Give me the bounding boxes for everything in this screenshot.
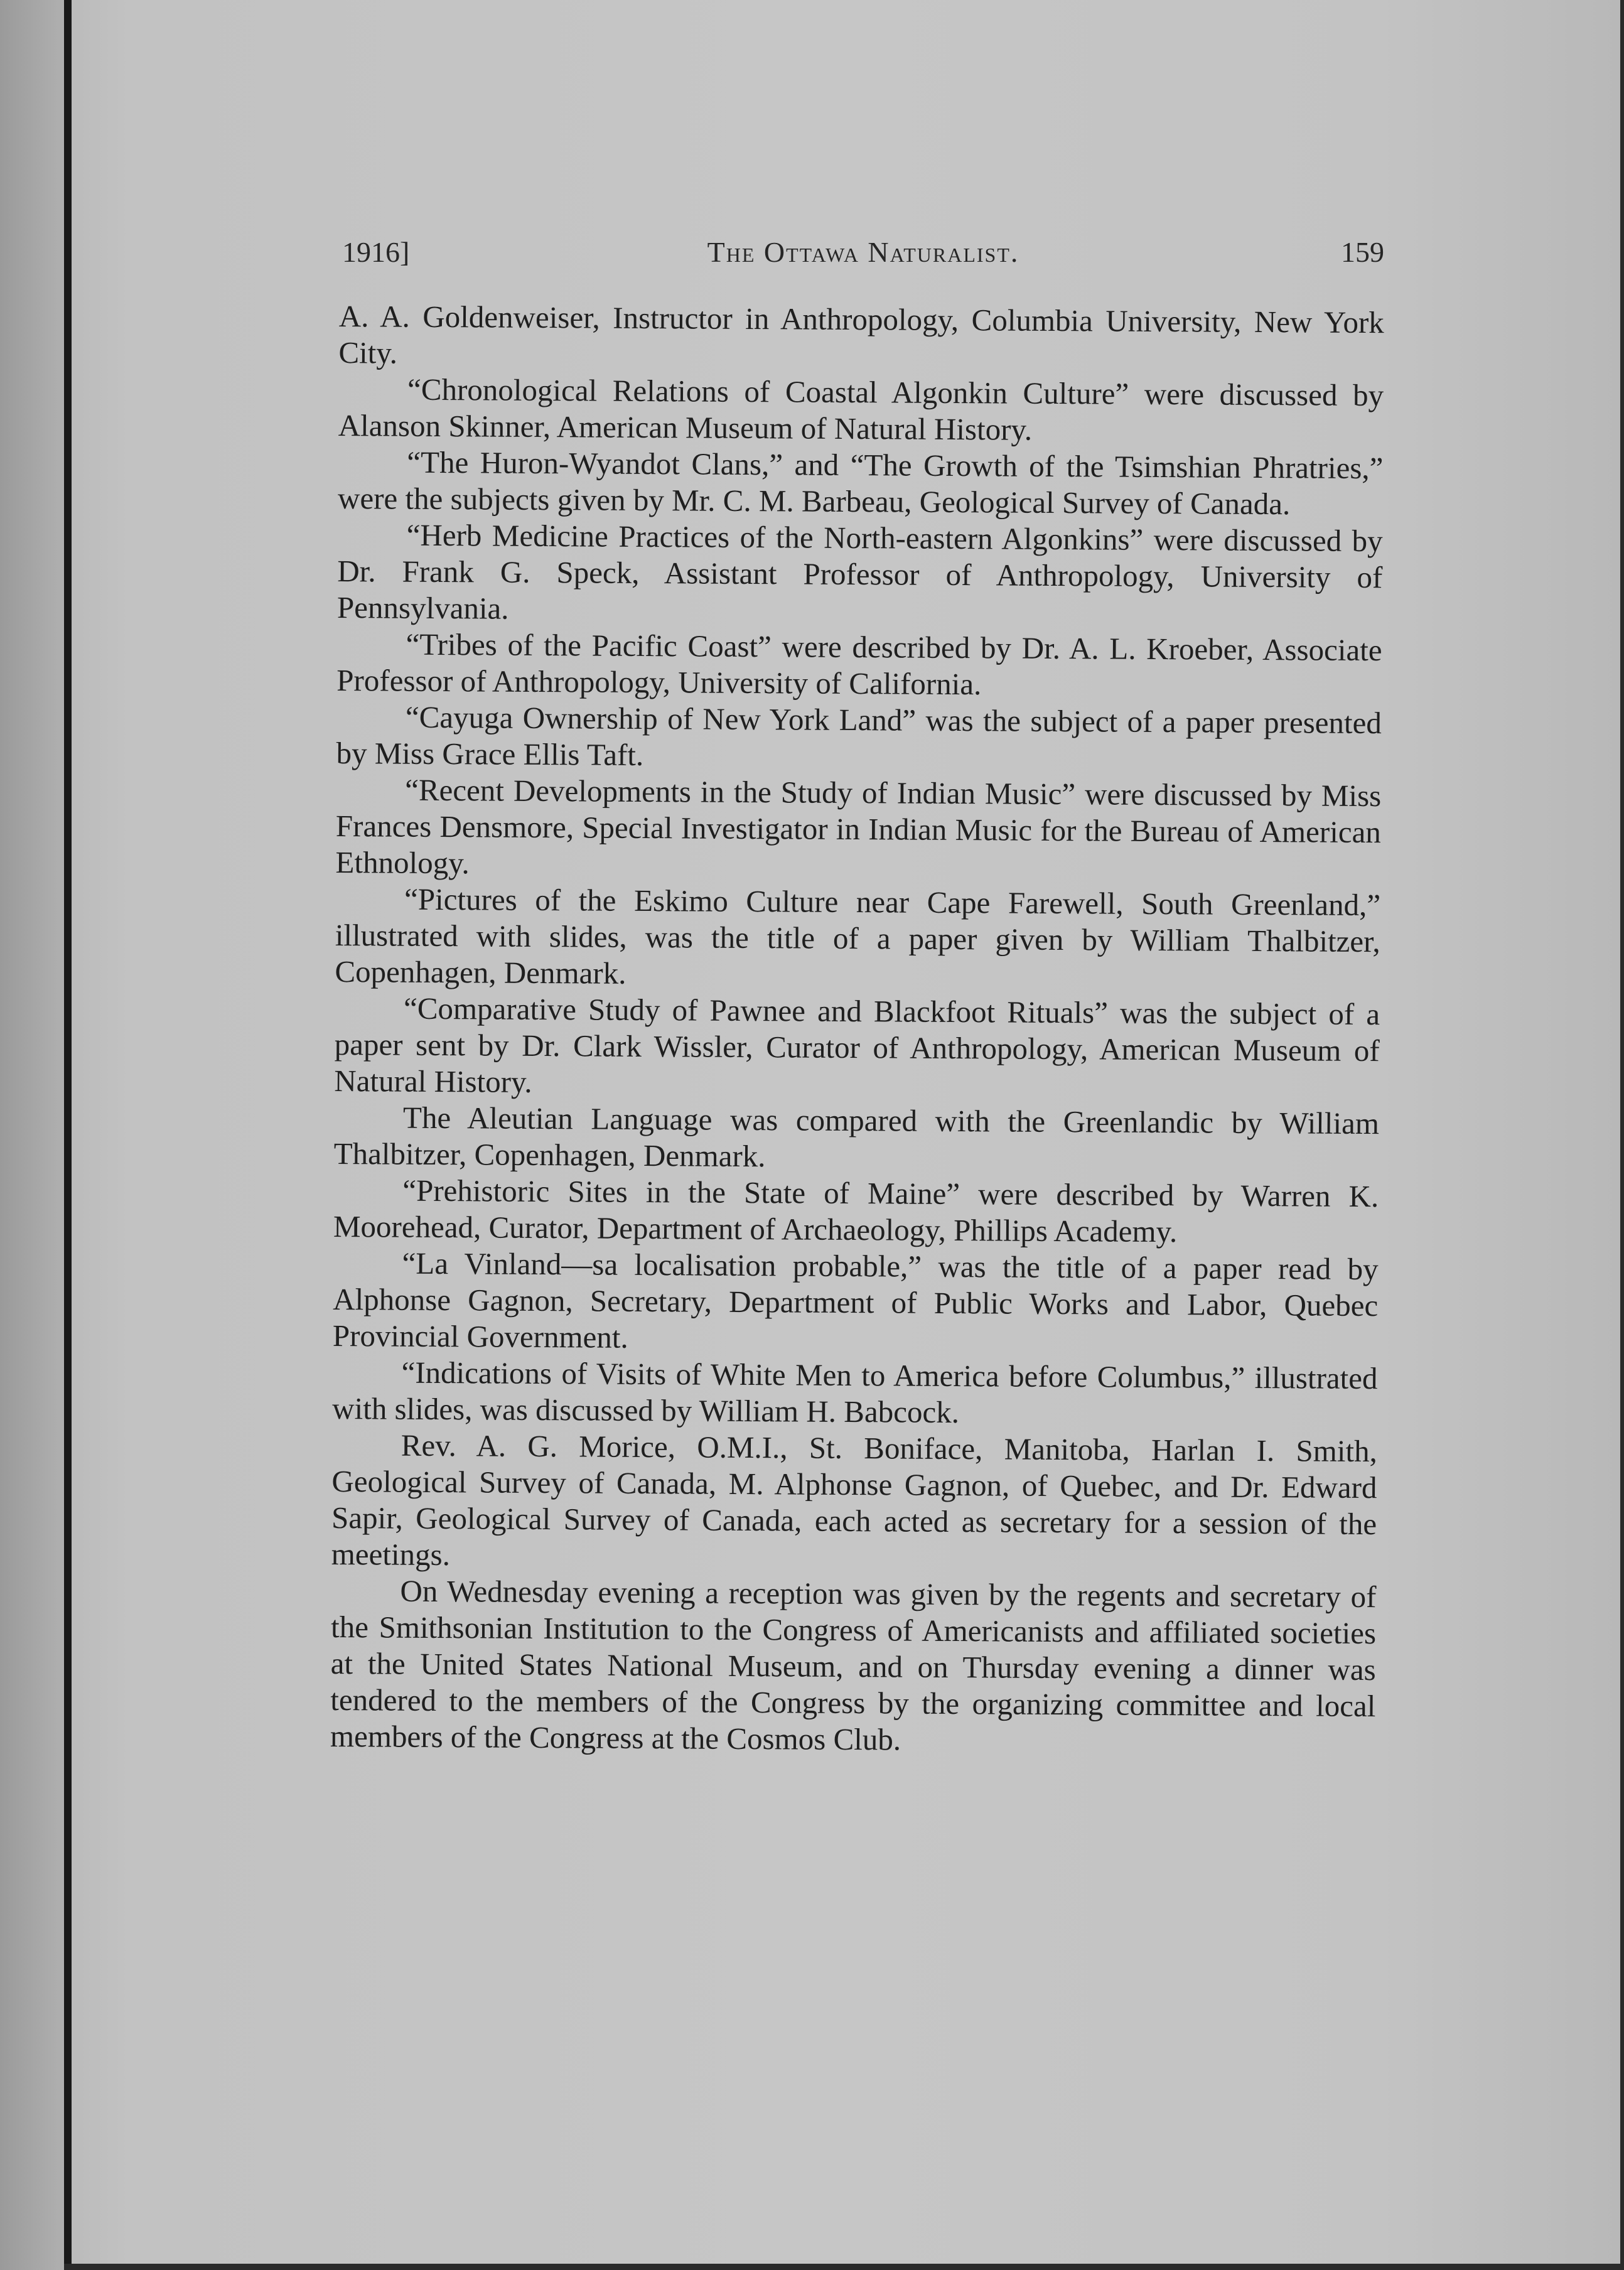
paragraph-babcock: “Indications of Visits of White Men to America before Columbus,” illustrated with slides, was discussed by William H. Babcock. — [332, 1355, 1378, 1430]
paragraph-skinner: “Chronological Relations of Coastal Algonkin Culture” were discussed by Alanson Skinner, American Museum of Natural History. — [338, 372, 1384, 447]
header-year: 1916] — [342, 236, 410, 268]
paragraph-moorehead: “Prehistoric Sites in the State of Maine” were described by Warren K. Moorehead, Curator, Department of Archaeology, Phillips Academy. — [333, 1173, 1379, 1249]
running-header — [342, 235, 1384, 279]
journal-title: The Ottawa Naturalist. — [707, 236, 1019, 268]
paragraph-thalbitzer-aleutian: The Aleutian Language was compared with the Greenlandic by William Thalbitzer, Copenhagen, Denmark. — [333, 1100, 1380, 1174]
paragraph-barbeau: “The Huron-Wyandot Clans,” and “The Growth of the Tsimshian Phratries,” were the subjects given by Mr. C. M. Barbeau, Geological Survey of Canada. — [337, 444, 1384, 522]
paragraph-goldenweiser: A. A. Goldenweiser, Instructor in Anthropology, Columbia University, New York City. — [338, 298, 1384, 370]
page-bottom-edge — [64, 2264, 1624, 2270]
paragraph-gagnon: “La Vinland—sa localisation probable,” was the title of a paper read by Alphonse Gagnon, Secretary, Department of Public Works and Labor, Quebec Provincial Government. — [332, 1245, 1379, 1355]
binding-shadow — [0, 0, 64, 2270]
binding-edge — [64, 0, 72, 2270]
paragraph-reception: On Wednesday evening a reception was given by the regents and secretary of the Smithsonian Institution to the Congress of Americanists and affiliated societies at the United States National Museum, and on Thursday evening a dinner was tendered to the members of the Congress by the organizing committee and local members of the Congress at the Cosmos Club. — [330, 1573, 1377, 1757]
paragraph-speck: “Herb Medicine Practices of the North-eastern Algonkins” were discussed by Dr. Frank G. Speck, Assistant Professor of Anthropology, University of Pennsylvania. — [336, 517, 1383, 626]
paragraph-taft: “Cayuga Ownership of New York Land” was the subject of a paper presented by Miss Grace Ellis Taft. — [336, 699, 1382, 772]
page-number: 159 — [1341, 236, 1384, 268]
paragraph-densmore: “Recent Developments in the Study of Indian Music” were discussed by Miss Frances Densmore, Special Investigator in Indian Music for the Bureau of American Ethnology. — [335, 772, 1382, 881]
paragraph-kroeber: “Tribes of the Pacific Coast” were described by Dr. A. L. Kroeber, Associate Professor of Anthropology, University of California. — [336, 627, 1382, 702]
paragraph-thalbitzer-eskimo: “Pictures of the Eskimo Culture near Cape Farewell, South Greenland,” illustrated with slides, was the title of a paper given by William Thalbitzer, Copenhagen, Denmark. — [335, 881, 1381, 991]
article-body — [330, 298, 1384, 1761]
paragraph-wissler: “Comparative Study of Pawnee and Blackfoot Rituals” was the subject of a paper sent by Dr. Clark Wissler, Curator of Anthropology, American Museum of Natural History. — [334, 991, 1380, 1099]
paragraph-secretaries: Rev. A. G. Morice, O.M.I., St. Boniface, Manitoba, Harlan I. Smith, Geological Survey of Canada, M. Alphonse Gagnon, of Quebec, and Dr. Edward Sapir, Geological Survey of Canada, each acted as secretary for a session of the meetings. — [331, 1428, 1377, 1573]
page-right-edge — [1620, 0, 1624, 2270]
